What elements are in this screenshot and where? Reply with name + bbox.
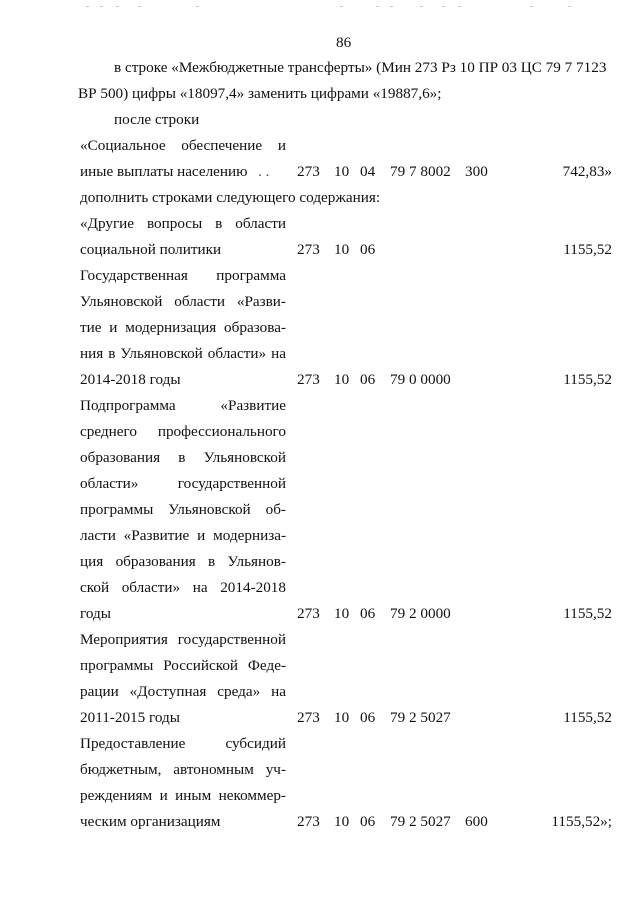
row-pr: 06 [360,371,376,388]
row-rz: 10 [334,241,350,258]
row-cs: 79 2 0000 [390,605,451,622]
row-sum: 1155,52 [563,371,612,388]
row-name-line: 2011-2015 годы [80,709,180,726]
row-sum: 1155,52 [563,605,612,622]
row-pr: 06 [360,813,376,830]
row-name-line: годы [80,605,111,622]
intro-line-1: в строке «Межбюджетные трансферты» (Мин 273 Рз 10 ПР 03 ЦС 79 7 7123 [114,59,607,76]
scan-artifact-specks [0,6,640,10]
row-name-line: тие и модернизация образова- [80,319,286,336]
row-rz: 10 [334,709,350,726]
after-row-leader: . . [258,163,270,180]
row-name-line: Предоставление субсидий [80,735,286,752]
row-name-line: ния в Ульяновской области» на [80,345,286,362]
row-sum: 1155,52 [563,241,612,258]
row-name-line: программы Ульяновской об- [80,501,286,518]
row-name-line: бюджетным, автономным уч- [80,761,286,778]
after-row-sum: 742,83» [562,163,612,180]
row-name-line: ция образования в Ульянов- [80,553,286,570]
row-name-line: образования в Ульяновской [80,449,286,466]
row-name-line: ской области» на 2014-2018 [80,579,286,596]
row-name-line: ласти «Развитие и модерниза- [80,527,286,544]
row-pr: 06 [360,709,376,726]
row-name-line: 2014-2018 годы [80,371,181,388]
row-sum: 1155,52 [563,709,612,726]
intro-line-2: ВР 500) цифры «18097,4» заменить цифрами «19887,6»; [78,85,442,102]
row-min: 273 [297,371,320,388]
row-min: 273 [297,241,320,258]
supplement-text: дополнить строками следующего содержания: [80,189,381,206]
row-name-line: «Другие вопросы в области [80,215,286,232]
row-name-line: Ульяновской области «Разви- [80,293,286,310]
row-min: 273 [297,709,320,726]
row-name-line: Подпрограмма «Развитие [80,397,286,414]
row-pr: 06 [360,605,376,622]
row-name-line: социальной политики [80,241,222,258]
after-row-pr: 04 [360,163,376,180]
row-name-line: рации «Доступная среда» на [80,683,286,700]
row-min: 273 [297,813,320,830]
after-row-vr: 300 [465,163,488,180]
row-sum: 1155,52»; [551,813,612,830]
after-row-rz: 10 [334,163,350,180]
row-cs: 79 0 0000 [390,371,451,388]
row-rz: 10 [334,813,350,830]
row-name-line: области» государственной [80,475,286,492]
row-rz: 10 [334,371,350,388]
row-pr: 06 [360,241,376,258]
row-name-line: реждениям и иным некоммер- [80,787,286,804]
row-name-line: программы Российской Феде- [80,657,286,674]
row-rz: 10 [334,605,350,622]
page-number: 86 [336,34,352,51]
row-min: 273 [297,605,320,622]
row-name-line: Мероприятия государственной [80,631,286,648]
row-name-line: Государственная программа [80,267,286,284]
after-row-name-line-1: «Социальное обеспечение и [80,137,286,154]
row-cs: 79 2 5027 [390,813,451,830]
row-name-line: среднего профессионального [80,423,286,440]
row-vr: 600 [465,813,488,830]
after-row-min: 273 [297,163,320,180]
row-cs: 79 2 5027 [390,709,451,726]
after-row-cs: 79 7 8002 [390,163,451,180]
row-name-line: ческим организациям [80,813,221,830]
intro-line-3: после строки [114,111,200,128]
after-row-name-line-2: иные выплаты населению [80,163,248,180]
